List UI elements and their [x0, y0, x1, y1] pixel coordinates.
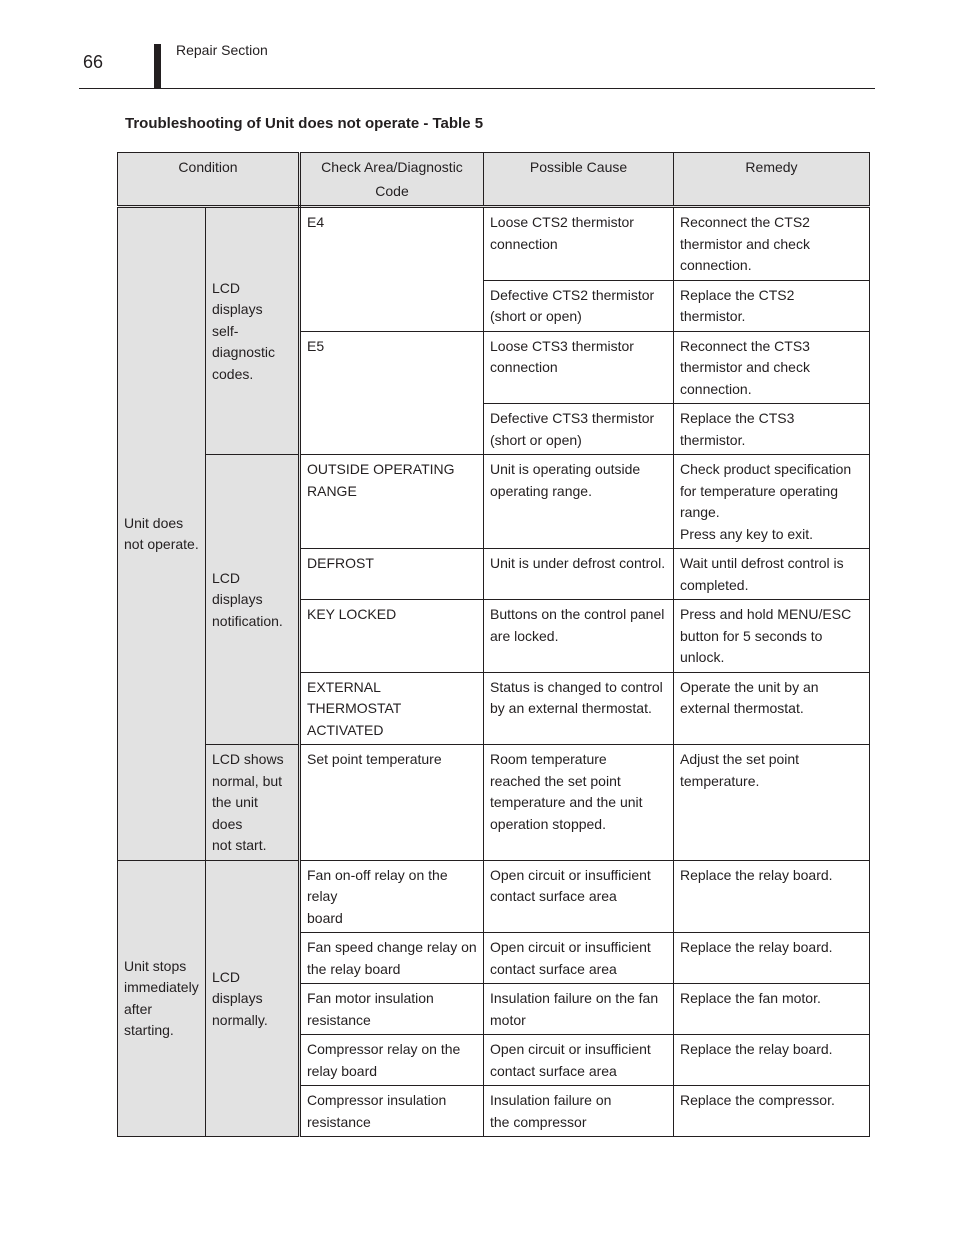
table-row: [118, 860, 870, 933]
remedy-cell: Replace the fan motor.: [674, 984, 870, 1035]
cause-cell: Defective CTS2 thermistor (short or open): [484, 280, 674, 331]
table-row: [118, 207, 870, 281]
check-cell: Fan motor insulation resistance: [300, 984, 484, 1035]
remedy-cell: Replace the CTS3 thermistor.: [674, 404, 870, 455]
cause-cell: Insulation failure on the compressor: [484, 1086, 674, 1137]
subcondition-cell-notification: LCD displays notification.: [206, 455, 300, 745]
check-cell-e4: E4: [300, 207, 484, 332]
remedy-cell: Replace the relay board.: [674, 1035, 870, 1086]
cause-cell: Room temperature reached the set point temperature and the unit operation stopped.: [484, 745, 674, 861]
check-cell: Fan speed change relay on the relay board: [300, 933, 484, 984]
cause-cell: Loose CTS3 thermistor connection: [484, 331, 674, 404]
remedy-cell: Wait until defrost control is completed.: [674, 549, 870, 600]
cause-cell: Open circuit or insufficient contact surface area: [484, 860, 674, 933]
header-check-area: Check Area/Diagnostic Code: [300, 153, 484, 207]
remedy-cell: Operate the unit by an external thermostat.: [674, 672, 870, 745]
subcondition-cell-self-diag: LCD displays self- diagnostic codes.: [206, 207, 300, 455]
table-title: Troubleshooting of Unit does not operate - Table 5: [125, 115, 484, 132]
remedy-cell: Replace the relay board.: [674, 933, 870, 984]
cause-cell: Unit is under defrost control.: [484, 549, 674, 600]
remedy-cell: Reconnect the CTS2 thermistor and check connection.: [674, 207, 870, 281]
cause-cell: Open circuit or insufficient contact surface area: [484, 1035, 674, 1086]
remedy-cell: Reconnect the CTS3 thermistor and check connection.: [674, 331, 870, 404]
table-header-row: [118, 153, 870, 207]
check-cell: Fan on-off relay on the relay board: [300, 860, 484, 933]
check-cell: EXTERNAL THERMOSTAT ACTIVATED: [300, 672, 484, 745]
remedy-cell: Press and hold MENU/ESC button for 5 seconds to unlock.: [674, 600, 870, 673]
check-cell: Set point temperature: [300, 745, 484, 861]
condition-cell-not-operate: Unit does not operate.: [118, 207, 206, 861]
header-bar: [154, 44, 161, 88]
condition-cell-stops: Unit stops immediately after starting.: [118, 860, 206, 1137]
header-rule: [79, 88, 875, 89]
cause-cell: Defective CTS3 thermistor (short or open): [484, 404, 674, 455]
cause-cell: Unit is operating outside operating range.: [484, 455, 674, 549]
cause-cell: Status is changed to control by an external thermostat.: [484, 672, 674, 745]
check-cell: OUTSIDE OPERATING RANGE: [300, 455, 484, 549]
cause-cell: Open circuit or insufficient contact surface area: [484, 933, 674, 984]
table-row: [118, 455, 870, 549]
cause-cell: Insulation failure on the fan motor: [484, 984, 674, 1035]
troubleshooting-table: [117, 152, 869, 1137]
page-number: 66: [83, 52, 104, 72]
check-cell-e5: E5: [300, 331, 484, 455]
remedy-cell: Adjust the set point temperature.: [674, 745, 870, 861]
check-cell: KEY LOCKED: [300, 600, 484, 673]
remedy-cell: Replace the relay board.: [674, 860, 870, 933]
check-cell: DEFROST: [300, 549, 484, 600]
header-remedy: Remedy: [674, 153, 870, 207]
subcondition-cell-normal-no-start: LCD shows normal, but the unit does not start.: [206, 745, 300, 861]
header-condition: Condition: [118, 153, 300, 207]
subcondition-cell-normal: LCD displays normally.: [206, 860, 300, 1137]
remedy-cell: Replace the CTS2 thermistor.: [674, 280, 870, 331]
cause-cell: Loose CTS2 thermistor connection: [484, 207, 674, 281]
table-row: [118, 745, 870, 861]
check-cell: Compressor insulation resistance: [300, 1086, 484, 1137]
remedy-cell: Replace the compressor.: [674, 1086, 870, 1137]
section-label: Repair Section: [176, 42, 268, 58]
remedy-cell: Check product specification for temperature operating range. Press any key to exit.: [674, 455, 870, 549]
check-cell: Compressor relay on the relay board: [300, 1035, 484, 1086]
header-possible-cause: Possible Cause: [484, 153, 674, 207]
cause-cell: Buttons on the control panel are locked.: [484, 600, 674, 673]
